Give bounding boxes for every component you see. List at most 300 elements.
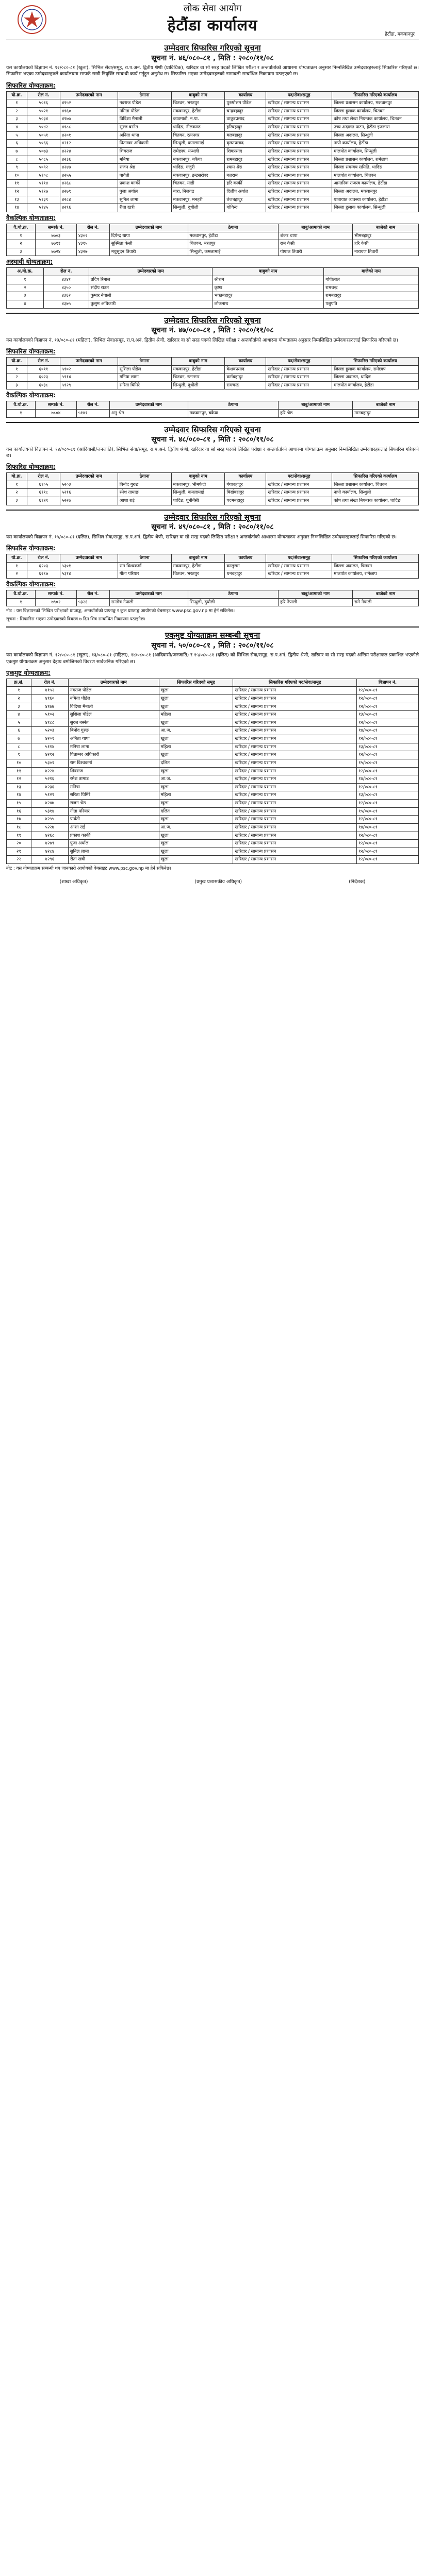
table-cell: शिवराज <box>118 147 171 156</box>
table-row <box>7 751 419 759</box>
table-cell: १९ <box>7 832 31 840</box>
table-cell: आशा राई <box>68 823 159 832</box>
result-table <box>6 267 419 308</box>
table-cell: ११ <box>7 767 31 775</box>
table-cell: ४ <box>7 711 31 719</box>
table-cell: राम केसी <box>279 240 353 248</box>
table-cell: चितवन, भरतपुर <box>171 570 225 579</box>
table-cell: २ <box>7 284 44 292</box>
table-cell: राम विश्वकर्मा <box>68 759 159 767</box>
table-cell: ४२०१ <box>31 735 68 743</box>
table-cell: खुला <box>159 767 233 775</box>
table-cell: रामबहादुर <box>324 292 419 300</box>
column-header: बाजेको नाम <box>353 590 419 598</box>
column-header: बाबु/आमाको नाम <box>279 590 353 598</box>
column-header: पद/सेवा/समूह <box>266 554 332 563</box>
table-cell: सुनिल लामा <box>118 196 171 204</box>
table-cell: पार्वती <box>118 172 171 180</box>
table-cell: १३ <box>7 783 31 791</box>
table-cell: खुला <box>159 800 233 808</box>
table-cell: कृष्णप्रसाद <box>225 140 266 148</box>
column-header: कार्यालय <box>225 473 266 481</box>
column-header: कार्यालय <box>225 357 266 365</box>
table-cell: ३ <box>7 497 27 505</box>
table-cell: मनिषा <box>68 783 159 791</box>
notice-title: उम्मेदवार सिफारिस गरिएको सूचना <box>164 43 261 53</box>
table-row <box>7 248 419 256</box>
column-header: यो.क्र. <box>7 357 27 365</box>
table-cell: काठमाडौं, न.पा. <box>171 115 225 124</box>
notice-paragraph: यस कार्यालयको विज्ञापन नं. १५/०८०-८१ (दलित), सिभिल सेवा/समूह, रा.प.अनं. द्वितीय श्रेणी, खरिदार वा सो सरह पदको लिखित परीक्षा र अन्तर्वार्ताको आधारमा योग्यताक्रम अनुसार निम्नलिखित उम्मेदवारहरुलाई सिफारिस गरिएको छ। <box>6 534 397 540</box>
table-cell: खरिदार / सामान्य प्रशासन <box>266 489 332 497</box>
table-row <box>7 497 419 505</box>
table-cell: अनिता थापा <box>118 131 171 140</box>
table-cell: १० <box>7 759 31 767</box>
table-cell: १५ <box>7 800 31 808</box>
table-row <box>7 735 419 743</box>
table-cell: १२/०८०-८१ <box>357 735 419 743</box>
table-row <box>7 410 419 418</box>
table-cell: खरिदार / सामान्य प्रशासन <box>233 840 357 848</box>
table-cell: खरिदार / सामान्य प्रशासन <box>233 823 357 832</box>
table-cell: लोकनाथ <box>213 300 324 308</box>
table-cell: पिताम्बर अधिकारी <box>118 140 171 148</box>
table-row <box>7 284 419 292</box>
table-cell: जिल्ला हुलाक कार्यालय, चितवन <box>332 107 419 115</box>
table-cell: ५२२७ <box>60 497 118 505</box>
table-row <box>7 381 419 389</box>
table-cell: पशुपति <box>324 300 419 308</box>
table-cell: रामे नेपाली <box>353 598 419 606</box>
recommendation-notice <box>6 43 419 309</box>
table-cell: हरि कार्की <box>225 180 266 188</box>
table-row <box>7 767 419 775</box>
table-cell: सिन्धुली, कमलामाई <box>171 140 225 148</box>
table-cell: खरिदार / सामान्य प्रशासन <box>233 800 357 808</box>
table-cell: शंकर थापा <box>279 232 353 240</box>
table-cell: खरिदार / सामान्य प्रशासन <box>266 481 332 489</box>
column-header: उम्मेदवारको नाम <box>109 590 188 598</box>
table-cell: ४२२४ <box>60 147 118 156</box>
column-header: सिफारिस गरिएको कार्यालय <box>332 91 419 99</box>
table-cell: खरिदार / सामान्य प्रशासन <box>233 735 357 743</box>
table-cell: राम विश्वकर्मा <box>118 562 171 570</box>
table-cell: ३ <box>7 115 27 124</box>
table-cell: ५३१४ <box>31 807 68 816</box>
column-header: सिफारिस गरिएको कार्यालय <box>332 554 419 563</box>
column-header: यो.क्र. <box>7 473 27 481</box>
signature-officer: (शाखा अधिकृत) <box>59 879 88 885</box>
table-cell: खुला <box>159 816 233 824</box>
table-cell: मधुसूदन तिवारी <box>109 248 188 256</box>
table-cell: ४१७७ <box>60 115 118 124</box>
table-cell: ४३७५ <box>43 300 89 308</box>
table-cell: ५११४ <box>27 180 60 188</box>
table-cell: खरिदार / सामान्य प्रशासन <box>233 711 357 719</box>
table-cell: सुरज बस्नेत <box>118 124 171 132</box>
table-row <box>7 292 419 300</box>
table-cell: सिन्धुली, दुधौली <box>171 381 225 389</box>
table-cell: खरिदार / सामान्य प्रशासन <box>233 759 357 767</box>
table-cell: आ.ज. <box>159 727 233 735</box>
table-cell: २ <box>7 374 27 382</box>
notice-number: सूचना नं. ४९/०८०-८१ , मिति : २०८०/११/०८ <box>151 523 274 532</box>
table-cell: ५२२७ <box>31 823 68 832</box>
table-cell: १ <box>7 562 27 570</box>
notice-paragraph: यस कार्यालयको विज्ञापन नं. १३/०८०-८१ (महिला), सिभिल सेवा/समूह, रा.प.अनं. द्वितीय श्रेणी, खरिदार वा सो सरह पदको लिखित परीक्षा र अन्तर्वार्ताको आधारमा योग्यताक्रम अनुसार निम्नलिखित उम्मेदवारहरुलाई सिफारिस गरिएको छ। <box>6 337 398 343</box>
column-header: वै.यो.क्र. <box>7 590 36 598</box>
column-header: यो.क्र. <box>7 91 27 99</box>
column-header: पद/सेवा/समूह <box>266 473 332 481</box>
table-cell: खरिदार / सामान्य प्रशासन <box>266 115 332 124</box>
table-cell: ७ <box>7 735 31 743</box>
table-cell: गीता परियार <box>68 807 159 816</box>
table-cell: खरिदार / सामान्य प्रशासन <box>266 131 332 140</box>
org-name: लोक सेवा आयोग <box>183 3 242 14</box>
table-cell: ५ <box>7 719 31 727</box>
column-header: उम्मेदवारको नाम <box>60 554 118 563</box>
table-cell: विदिशा मैनाली <box>68 703 159 711</box>
table-cell: ३ <box>7 292 44 300</box>
result-table <box>6 554 419 579</box>
table-cell: जिल्ला अदालत, चितवन <box>332 562 419 570</box>
table-cell: बलराम <box>225 172 266 180</box>
table-row <box>7 300 419 308</box>
table-cell: ७८०४ <box>35 410 76 418</box>
table-row <box>7 807 419 816</box>
table-row <box>7 598 419 606</box>
table-cell: १ <box>7 410 36 418</box>
table-cell: सुशिला पौडेल <box>118 365 171 374</box>
table-cell: संदीप राउत <box>89 284 213 292</box>
table-cell: १ <box>7 276 44 284</box>
table-cell: ४२६८ <box>60 180 118 188</box>
column-header: रोल नं. <box>27 357 60 365</box>
table-cell: मकवानपुर, हेटौंडा <box>171 365 225 374</box>
table-row <box>7 570 419 579</box>
table-cell: आ.ज. <box>159 775 233 784</box>
table-cell: ४१५२ <box>60 99 118 108</box>
table-cell: जिल्ला अदालत, धादिङ <box>332 374 419 382</box>
table-cell: १२ <box>7 775 31 784</box>
column-header: क्र.सं. <box>7 679 31 687</box>
table-cell: ६०११ <box>27 365 60 374</box>
table-cell: गंगाबहादुर <box>225 481 266 489</box>
table-cell: ६ <box>7 727 31 735</box>
table-cell: सुस्मिता केसी <box>109 240 188 248</box>
table-cell: १४ <box>7 791 31 800</box>
table-cell: खरिदार / सामान्य प्रशासन <box>233 807 357 816</box>
table-cell: नवराज पौडेल <box>118 99 171 108</box>
table-cell: २ <box>7 570 27 579</box>
column-header: वै.यो.क्र. <box>7 401 36 410</box>
table-cell: जिल्ला प्रशासन कार्यालय, मकवानपुर <box>332 99 419 108</box>
table-row <box>7 147 419 156</box>
table-cell: जिल्ला अदालत, मकवानपुर <box>332 188 419 196</box>
result-table <box>6 401 419 417</box>
table-row <box>7 840 419 848</box>
table-row <box>7 276 419 284</box>
table-row <box>7 775 419 784</box>
table-cell: २० <box>7 840 31 848</box>
table-cell: १२/०८०-८१ <box>357 856 419 864</box>
table-cell: सुशिला पौडेल <box>68 711 159 719</box>
table-cell: खरिदार / सामान्य प्रशासन <box>233 816 357 824</box>
table-cell: १५/०८०-८१ <box>357 807 419 816</box>
table-cell: श्याम श्रेष्ठ <box>225 164 266 172</box>
table-cell: ५१०२ <box>31 711 68 719</box>
table-cell: मालपोत कार्यालय, रामेछाप <box>332 570 419 579</box>
column-header: बाजेको नाम <box>353 401 419 410</box>
table-cell: रीता खत्री <box>118 204 171 212</box>
table-cell: ७ <box>7 147 27 156</box>
table-cell: ४३५० <box>43 284 89 292</box>
table-cell: कृष्ण <box>213 284 324 292</box>
table-cell: ६०३८ <box>27 381 60 389</box>
table-cell: ११ <box>7 180 27 188</box>
table-cell: आशा राई <box>118 497 171 505</box>
table-cell: खरिदार / सामान्य प्रशासन <box>233 719 357 727</box>
table-cell: विदिशा मैनाली <box>118 115 171 124</box>
table-cell: खरिदार / सामान्य प्रशासन <box>266 497 332 505</box>
table-cell: २ <box>7 240 36 248</box>
column-header: बाजेको नाम <box>324 268 419 276</box>
column-header: कार्यालय <box>225 91 266 99</box>
table-cell: ५२१६ <box>60 489 118 497</box>
table-cell: खरिदार / सामान्य प्रशासन <box>266 156 332 164</box>
column-header: ठेगाना <box>188 401 279 410</box>
table-cell: भक्तबहादुर <box>213 292 324 300</box>
table-cell: मकवानपुर, मनहरी <box>171 196 225 204</box>
signature-block <box>6 879 419 885</box>
table-cell: बिनोद गुरुङ <box>68 727 159 735</box>
column-header: रोल नं. <box>27 554 60 563</box>
table-cell: ४२८४ <box>60 196 118 204</box>
table-cell: २२ <box>7 856 31 864</box>
table-cell: खरिदार / सामान्य प्रशासन <box>233 727 357 735</box>
column-header: उम्मेदवारको नाम <box>60 357 118 365</box>
table-cell: चितवन, रत्ननगर <box>171 131 225 140</box>
column-header: सम्पर्क नं. <box>35 590 76 598</box>
table-cell: मकवानपुर, भीमफेदी <box>171 481 225 489</box>
table-cell: १२/०८०-८१ <box>357 703 419 711</box>
column-header: सम्पर्क नं. <box>35 401 76 410</box>
column-header: बाबुको नाम <box>171 473 225 481</box>
table-row <box>7 562 419 570</box>
table-cell: प्रकाश कार्की <box>68 832 159 840</box>
table-cell: आ.ज. <box>159 823 233 832</box>
table-cell: ५ <box>7 131 27 140</box>
table-cell: खरिदार / सामान्य प्रशासन <box>266 180 332 188</box>
table-cell: धादिङ, गजुरी <box>171 164 225 172</box>
table-cell: नापी कार्यालय, सिन्धुली <box>332 489 419 497</box>
table-cell: केशवप्रसाद <box>225 365 266 374</box>
table-row <box>7 848 419 856</box>
table-cell: १३/०८०-८१ <box>357 743 419 751</box>
table-cell: सरिता घिमिरे <box>118 381 171 389</box>
combined-notice <box>6 631 419 864</box>
table-cell: ५१४५ <box>27 204 60 212</box>
table-row <box>7 694 419 703</box>
table-cell: मकवानपुर, हेटौंडा <box>188 232 279 240</box>
column-header: ठेगाना <box>118 357 171 365</box>
table-cell: १४/०८०-८१ <box>357 775 419 784</box>
table-cell: ५३१४ <box>60 570 118 579</box>
table-cell: कर्मबहादुर <box>225 374 266 382</box>
table-cell: खुला <box>159 832 233 840</box>
table-cell: अनु श्रेष्ठ <box>109 410 188 418</box>
letterhead <box>6 0 419 40</box>
combined-number: सूचना नं. ५०/०८०-८१ , मिति : २०८०/११/०८ <box>151 641 274 650</box>
table-cell: यातायात व्यवस्था कार्यालय, हेटौंडा <box>332 196 419 204</box>
table-cell: १२/०८०-८१ <box>357 767 419 775</box>
column-header: पद/सेवा/समूह <box>266 91 332 99</box>
column-header: बाबु/आमाको नाम <box>279 401 353 410</box>
table-cell: शिवप्रसाद <box>225 147 266 156</box>
section-divider <box>6 510 419 511</box>
table-cell: सिन्धुली, दुधौली <box>188 598 279 606</box>
table-cell: खरिदार / सामान्य प्रशासन <box>266 188 332 196</box>
table-cell: ४२७९ <box>60 188 118 196</box>
result-table <box>6 472 419 505</box>
column-header: सिफारिस गरिएको कार्यालय <box>332 473 419 481</box>
table-cell: महिला <box>159 743 233 751</box>
table-cell: मनिषा लामा <box>118 374 171 382</box>
table-cell: रमेश तामाङ <box>118 489 171 497</box>
table-cell: प्रदिप रिमाल <box>89 276 213 284</box>
table-cell: कोष तथा लेखा नियन्त्रक कार्यालय, चितवन <box>332 115 419 124</box>
table-cell: खुला <box>159 694 233 703</box>
table-cell: ५२०३ <box>60 481 118 489</box>
notice-title: उम्मेदवार सिफारिस गरिएको सूचना <box>164 425 261 434</box>
table-cell: गोपाल तिवारी <box>279 248 353 256</box>
table-cell: १२/०८०-८१ <box>357 751 419 759</box>
table-cell: नमिता पौडेल <box>68 694 159 703</box>
table-cell: ४२४७ <box>31 800 68 808</box>
table-cell: हरिबहादुर <box>225 124 266 132</box>
table-cell: ५१०२ <box>60 365 118 374</box>
table-cell: १२/०८०-८१ <box>357 687 419 695</box>
table-row <box>7 856 419 864</box>
table-cell: १३/०८०-८१ <box>357 711 419 719</box>
table-cell: १ <box>7 99 27 108</box>
table-cell: रामचन्द्र <box>324 284 419 292</box>
table-header-row <box>7 679 419 687</box>
section-divider <box>6 313 419 314</box>
table-cell: १३/०८०-८१ <box>357 791 419 800</box>
column-header: ठेगाना <box>188 590 279 598</box>
table-cell: ५१२९ <box>60 381 118 389</box>
table-cell: ७९०२ <box>35 598 76 606</box>
table-header-row <box>7 554 419 563</box>
column-header: बाबुको नाम <box>171 554 225 563</box>
notice-paragraph: यस कार्यालयको विज्ञापन नं. १२/०८०-८१ (खुला), सिभिल सेवा/समूह, रा.प.अनं. द्वितीय श्रेणी (प्राविधिक), खरिदार वा सो सरह पदको लिखित परीक्षा र अन्तर्वार्ताको आधारमा योग्यताक्रम अनुसार निम्नलिखित उम्मेदवारहरुलाई सिफारिस गरिएको छ। सिफारिस भएका उम्मेदवारहरुले कार्यालयमा सम्पर्क राखी नियुक्ति सम्बन्धी कार्य गर्नुहुन अनुरोध छ। सिफारिस भएका उम्मेदवारहरुको नामावली सम्बन्धित निकायमा पठाइएको छ। <box>6 65 419 77</box>
table-cell: खरिदार / सामान्य प्रशासन <box>233 856 357 864</box>
table-cell: ५१२७ <box>27 188 60 196</box>
table-cell: दिपेन्द्र थापा <box>109 232 188 240</box>
combined-title: एकमुष्ट योग्यताक्रम सम्बन्धी सूचना <box>165 631 260 640</box>
table-cell: ३ <box>7 248 36 256</box>
table-cell: सिन्धुली, दुधौली <box>171 204 225 212</box>
table-cell: ४२२४ <box>31 767 68 775</box>
table-header-row <box>7 268 419 276</box>
table-cell: १ <box>7 232 36 240</box>
table-cell: १४ <box>7 204 27 212</box>
table-cell: मकवानपुर, बकैया <box>171 156 225 164</box>
column-header: उम्मेदवारको नाम <box>68 679 159 687</box>
table-cell: खरिदार / सामान्य प्रशासन <box>233 743 357 751</box>
table-cell: खरिदार / सामान्य प्रशासन <box>233 848 357 856</box>
table-cell: ४२८४ <box>31 848 68 856</box>
table-cell: ७७२४ <box>35 248 76 256</box>
table-cell: खरिदार / सामान्य प्रशासन <box>266 381 332 389</box>
table-cell: २१ <box>7 848 31 856</box>
column-header: ठेगाना <box>118 473 171 481</box>
table-row <box>7 791 419 800</box>
table-cell: ७७०३ <box>35 232 76 240</box>
table-cell: खरिदार / सामान्य प्रशासन <box>266 99 332 108</box>
table-cell: ४३२७ <box>76 248 109 256</box>
table-cell: ५३०१ <box>60 562 118 570</box>
result-table <box>6 91 419 212</box>
table-cell: खुला <box>159 840 233 848</box>
table-cell: खुला <box>159 856 233 864</box>
table-row <box>7 156 419 164</box>
table-cell: १४/०८०-८१ <box>357 823 419 832</box>
table-cell: खुला <box>159 719 233 727</box>
table-cell: रामबहादुर <box>225 156 266 164</box>
column-header: बाबुको नाम <box>213 268 324 276</box>
table-cell: खरिदार / सामान्य प्रशासन <box>266 562 332 570</box>
table-cell: १ <box>7 481 27 489</box>
table-row <box>7 232 419 240</box>
table-cell: खरिदार / सामान्य प्रशासन <box>266 196 332 204</box>
table-cell: ४२७९ <box>31 840 68 848</box>
table-cell: नवराज पौडेल <box>68 687 159 695</box>
table-cell: चन्द्रबहादुर <box>225 107 266 115</box>
table-cell: ५१२९ <box>31 791 68 800</box>
group-heading: वैकल्पिक योग्यताक्रम: <box>6 214 56 222</box>
column-header: उम्मेदवारको नाम <box>60 91 118 99</box>
table-cell: राजन श्रेष्ठ <box>68 800 159 808</box>
table-cell: बलबहादुर <box>225 131 266 140</box>
table-cell: मालपोत कार्यालय, चितवन <box>332 172 419 180</box>
table-cell: १३ <box>7 196 27 204</box>
table-cell: ३ <box>7 381 27 389</box>
table-cell: ८ <box>7 156 27 164</box>
table-cell: मालपोत कार्यालय, सिन्धुली <box>332 147 419 156</box>
table-cell: रामेछाप, मन्थली <box>171 147 225 156</box>
table-cell: खरिदार / सामान्य प्रशासन <box>233 751 357 759</box>
column-header: यो.क्र. <box>7 554 27 563</box>
table-cell: मकवानपुर, हेटौंडा <box>171 107 225 115</box>
column-header: रोल नं. <box>76 401 109 410</box>
table-cell: खरिदार / सामान्य प्रशासन <box>233 694 357 703</box>
table-cell: १२/०८०-८१ <box>357 848 419 856</box>
table-cell: ४२४७ <box>60 164 118 172</box>
table-cell: जिल्ला प्रशासन कार्यालय, चितवन <box>332 481 419 489</box>
notice-title: उम्मेदवार सिफारिस गरिएको सूचना <box>164 512 261 522</box>
table-cell: चितवन, भरतपुर <box>171 99 225 108</box>
table-cell: ६१२९ <box>27 497 60 505</box>
table-cell: श्रीराम <box>213 276 324 284</box>
table-row <box>7 172 419 180</box>
table-cell: ५०८५ <box>27 156 60 164</box>
table-row <box>7 489 419 497</box>
table-cell: ५२०३ <box>31 727 68 735</box>
table-cell: रीता खत्री <box>68 856 159 864</box>
group-heading: अस्थायी योग्यताक्रम: <box>6 258 53 266</box>
